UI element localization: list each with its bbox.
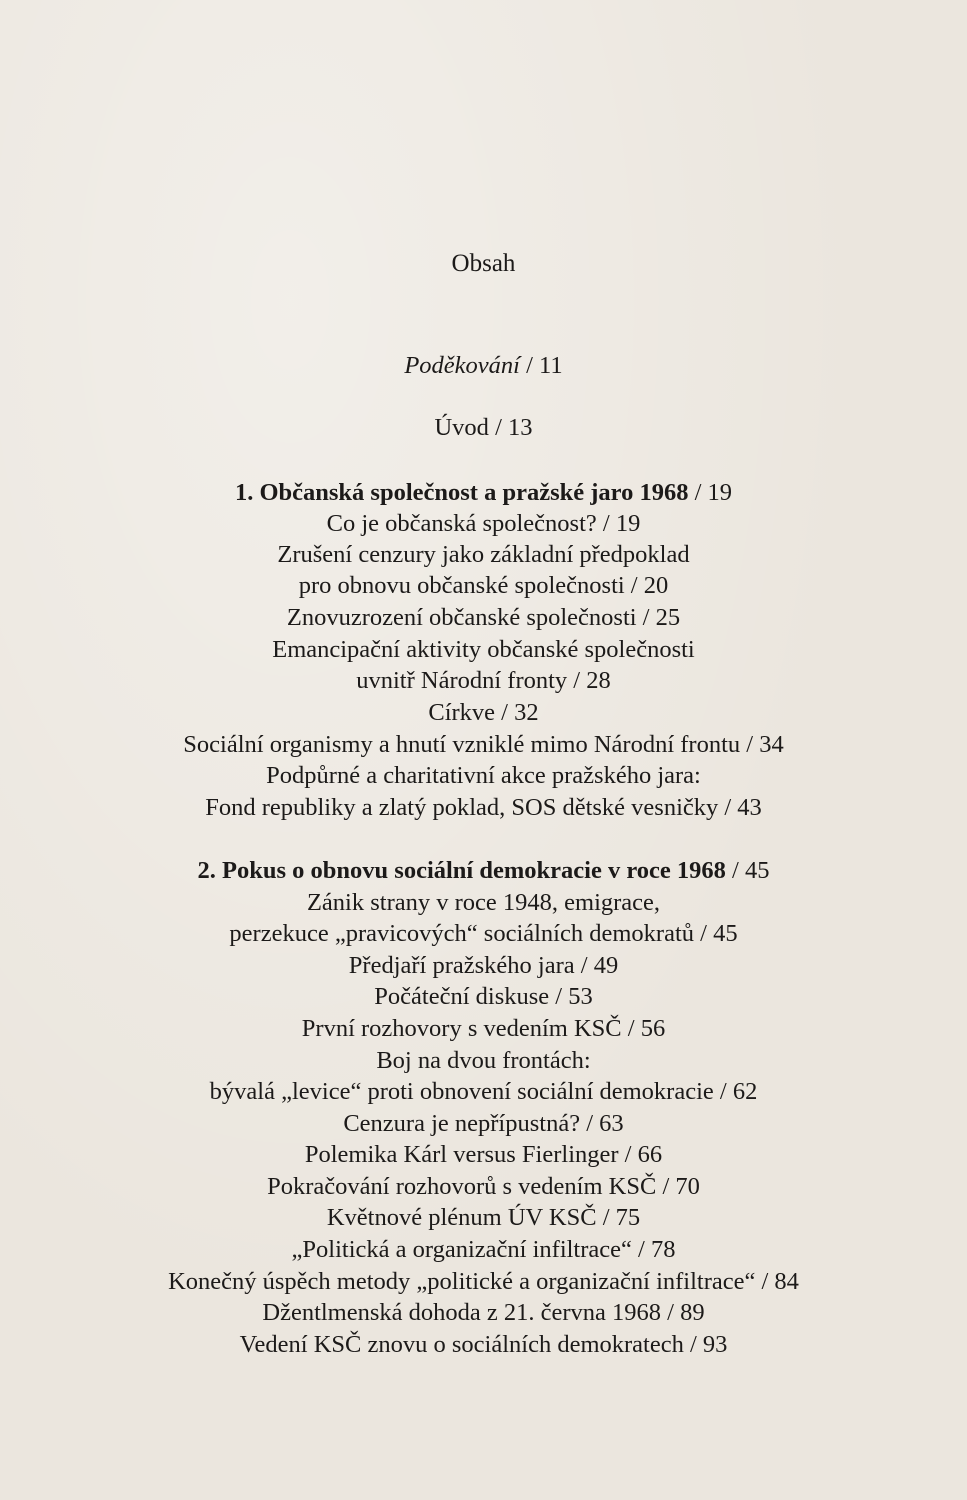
chapter-heading-label: 1. Občanská společnost a pražské jaro 1968: [234, 479, 689, 506]
toc-line: Džentlmenská dohoda z 21. června 1968 / 89: [262, 1299, 705, 1326]
toc-entry-page: / 11: [526, 352, 563, 379]
toc-line: Fond republiky a zlatý poklad, SOS dětské vesničky / 43: [205, 794, 762, 821]
toc-line: perzekuce „pravicových“ sociálních demokratů / 45: [229, 920, 738, 947]
toc-line: Znovuzrození občanské společnosti / 25: [286, 604, 681, 631]
toc-line: Počáteční diskuse / 53: [374, 983, 593, 1010]
toc-line: Podpůrné a charitativní akce pražského jara:: [266, 762, 701, 789]
toc-line: Vedení KSČ znovu o sociálních demokratech / 93: [239, 1331, 728, 1358]
toc-line: Sociální organismy a hnutí vzniklé mimo Národní frontu / 34: [183, 731, 784, 758]
toc-line: Pokračování rozhovorů s vedením KSČ / 70: [267, 1173, 700, 1200]
toc-line: bývalá „levice“ proti obnovení sociální demokracie / 62: [209, 1078, 758, 1105]
chapter-heading-page: / 19: [694, 479, 733, 506]
toc-line: Církve / 32: [428, 699, 539, 726]
chapter-heading-page: / 45: [732, 857, 770, 884]
chapter-2-heading: [0, 855, 967, 887]
chapter-1-heading: [0, 477, 967, 509]
toc-line: „Politická a organizační infiltrace“ / 78: [291, 1236, 676, 1263]
toc-line: Cenzura je nepřípustná? / 63: [343, 1110, 624, 1137]
toc-entry-uvod: [0, 412, 967, 444]
toc-line: pro obnovu občanské společnosti / 20: [298, 572, 669, 599]
toc-line: Polemika Kárl versus Fierlinger / 66: [304, 1141, 663, 1168]
toc-line: První rozhovory s vedením KSČ / 56: [301, 1015, 666, 1042]
toc-line: Zrušení cenzury jako základní předpoklad: [277, 541, 690, 568]
toc-entry-podekovani: [0, 350, 967, 382]
toc-line: Předjaří pražského jara / 49: [348, 952, 619, 979]
chapter-heading-label: 2. Pokus o obnovu sociální demokracie v roce 1968: [197, 857, 726, 884]
toc-line: Emancipační aktivity občanské společnosti: [272, 636, 695, 663]
page-title: Obsah: [451, 250, 516, 277]
toc-line: Květnové plénum ÚV KSČ / 75: [326, 1204, 641, 1231]
toc-entry-label: Úvod: [434, 414, 489, 441]
toc-line: Zánik strany v roce 1948, emigrace,: [306, 889, 661, 916]
toc-line: uvnitř Národní fronty / 28: [356, 667, 611, 694]
toc-line: Co je občanská společnost? / 19: [326, 510, 641, 537]
toc-entry-label: Poděkování: [404, 352, 520, 379]
toc-line: Boj na dvou frontách:: [376, 1047, 591, 1074]
toc-line: Konečný úspěch metody „politické a organizační infiltrace“ / 84: [168, 1268, 799, 1295]
toc-entry-page: / 13: [495, 414, 533, 441]
